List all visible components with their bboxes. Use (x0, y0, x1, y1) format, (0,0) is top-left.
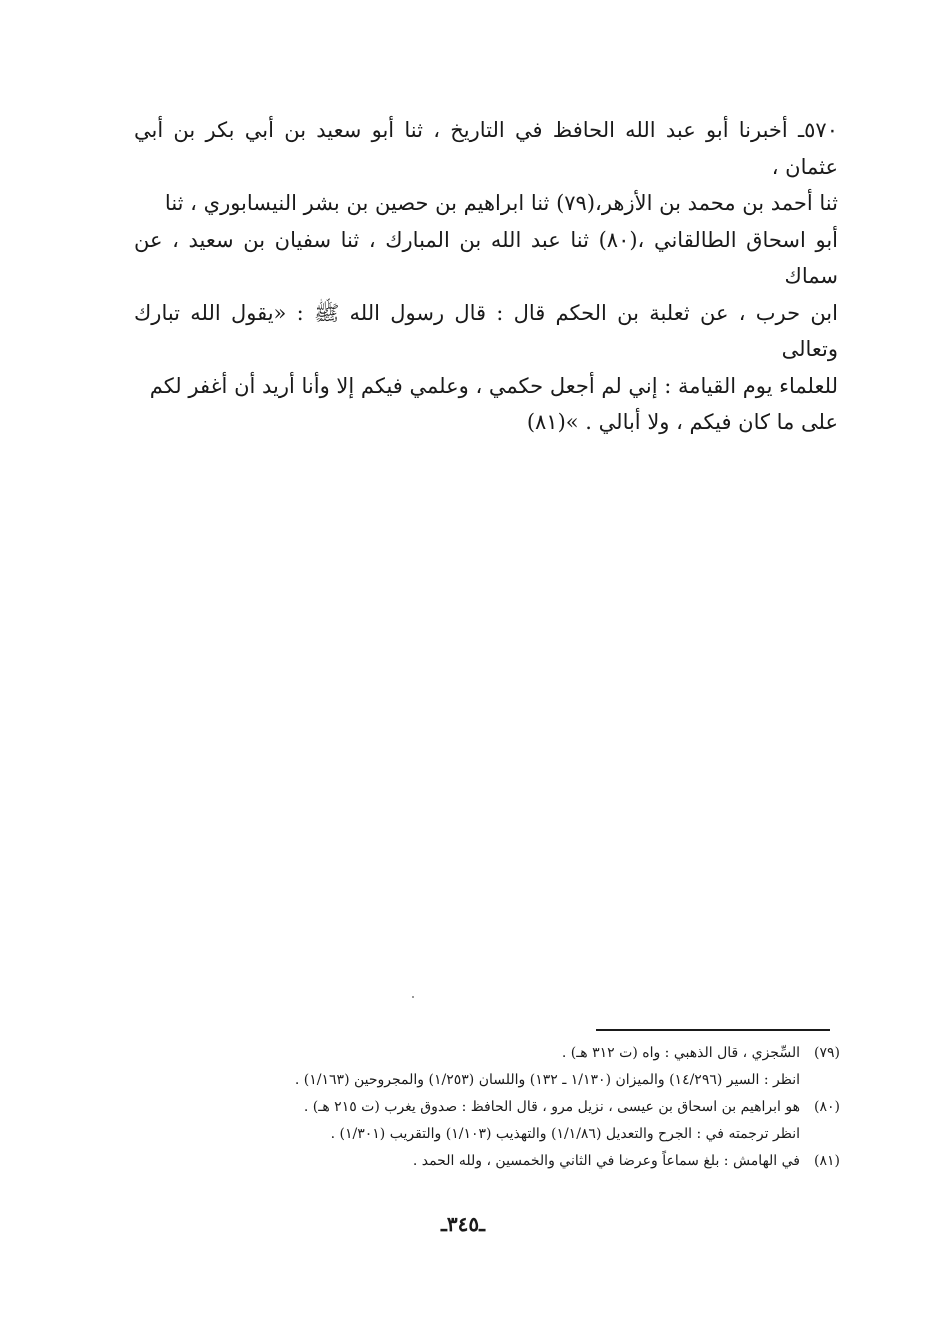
footnote-80-continuation: انظر ترجمته في : الجرح والتعديل (١/١/٨٦) والتهذيب (١/١٠٣) والتقريب (١/٣٠١) . (330, 1126, 800, 1142)
scan-speck (412, 996, 414, 998)
footnote-81 (160, 1148, 840, 1175)
text-line: للعلماء يوم القيامة : إني لم أجعل حكمي ، وعلمي فيكم إلا وأنا أريد أن أغفر لكم (149, 373, 838, 398)
footnote-79-continuation: انظر : السير (١٤/٢٩٦) والميزان (١/١٣٠ ـ ١٣٢) واللسان (١/٢٥٣) والمجروحين (١/١٦٣) . (294, 1072, 800, 1088)
footnote-separator (596, 1029, 830, 1031)
footnote-text: هو ابراهيم بن اسحاق بن عيسى ، نزيل مرو ، قال الحافظ : صدوق يغرب (ت ٢١٥ هـ) . (303, 1099, 800, 1115)
footnote-80 (160, 1094, 840, 1121)
text-line: ثنا أحمد بن محمد بن الأزهر،(٧٩) ثنا ابراهيم بن حصين بن بشر النيسابوري ، ثنا (164, 191, 838, 215)
footnote-number: (٨١) (814, 1153, 840, 1169)
footnote-text: في الهامش : بلغ سماعاً وعرضا في الثاني والخمسين ، ولله الحمد . (412, 1153, 800, 1169)
page-number: ـ٣٤٥ـ (441, 1212, 485, 1236)
text-line: ابن حرب ، عن ثعلبة بن الحكم قال : قال رسول الله ﷺ : «يقول الله تبارك وتعالى (134, 300, 838, 361)
main-text-block (134, 112, 838, 441)
footnote-number: (٧٩) (814, 1045, 840, 1061)
text-line: ٥٧٠ـ أخبرنا أبو عبد الله الحافظ في التاريخ ، ثنا أبو سعيد بن أبي بكر بن أبي عثمان ، (134, 118, 838, 179)
text-line: على ما كان فيكم ، ولا أبالي . »(٨١) (526, 410, 838, 434)
footnote-79 (160, 1040, 840, 1067)
footnote-text: السِّجزي ، قال الذهبي : واه (ت ٣١٢ هـ) . (561, 1045, 800, 1061)
text-line: أبو اسحاق الطالقاني ،(٨٠) ثنا عبد الله بن المبارك ، ثنا سفيان بن سعيد ، عن سماك (134, 227, 838, 288)
footnote-number: (٨٠) (814, 1099, 840, 1115)
footnotes (160, 1040, 840, 1175)
